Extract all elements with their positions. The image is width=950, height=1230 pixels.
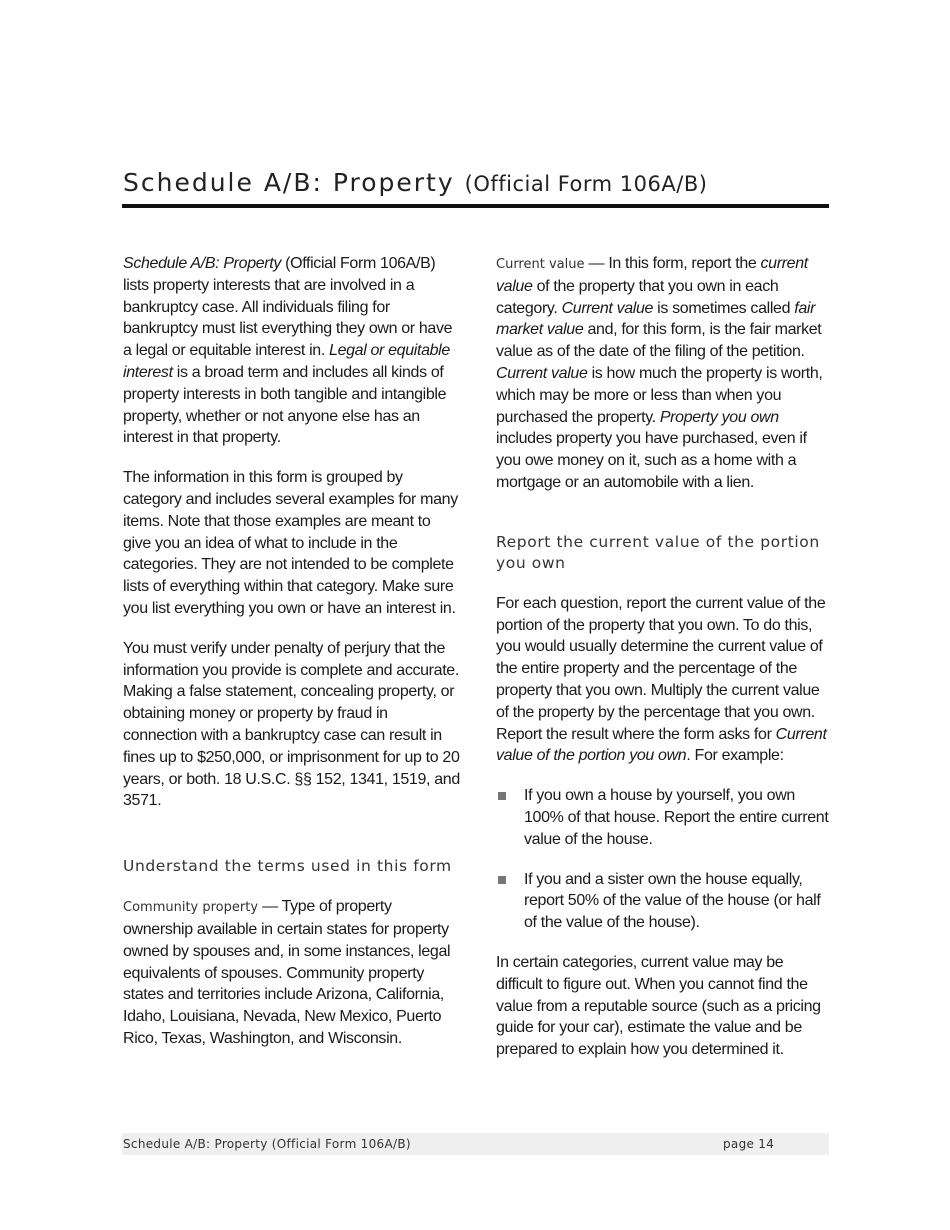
intro-text: (Official Form 106A/B) lists property interests that are involved in a bankruptcy case. All individuals filing for bankruptcy must list everything they own or have a legal or equitable interest in.: [123, 255, 453, 360]
page-title: [123, 168, 829, 197]
definition-italic: current value: [496, 255, 808, 295]
definition-dash: —: [584, 255, 609, 272]
intro-paragraph: [123, 253, 461, 449]
community-property-text: Type of property ownership available in certain states for property owned by spouses and, in some instances, legal equivalents of spouses. Community property states and territories include Arizona, California, Idaho, Louisiana, Nevada, New Mexico, Puerto Rico, Texas, Washington, and Wisconsin.: [123, 898, 451, 1047]
left-column: [123, 253, 461, 1068]
definition-dash: —: [258, 898, 282, 916]
definition-italic: fair market value: [496, 299, 816, 339]
footer-title: Schedule A/B: Property (Official Form 106A/B): [123, 1137, 411, 1151]
report-paragraph: [496, 593, 833, 767]
current-value-term: Current value: [496, 257, 585, 272]
right-column: [496, 253, 833, 1079]
square-bullet-icon: [498, 876, 506, 884]
example-list: [496, 785, 833, 934]
perjury-paragraph: You must verify under penalty of perjury that the information you provide is complete and accurate. Making a false statement, concealing property, or obtaining money or property by fraud in connection with a bankruptcy case can result in fines up to $250,000, or imprisonment for up to 20 years, or both. 18 U.S.C. §§ 152, 1341, 1519, and 3571.: [123, 639, 460, 810]
terms-heading: Understand the terms used in this form: [123, 857, 452, 876]
form-number: (Official Form 106A/B): [464, 172, 708, 196]
page-footer: [122, 1133, 829, 1155]
estimate-paragraph: In certain categories, current value may be difficult to figure out. When you cannot find the value from a reputable source (such as a pricing guide for your car), estimate the value and be prepared to explain how you determined it.: [496, 953, 821, 1059]
grouping-paragraph: The information in this form is grouped by category and includes several examples for many items. Note that those examples are meant to give you an idea of what to include in the categories. They are not intended to be complete lists of everything within that category. Make sure you list everything you own or have an interest in.: [123, 469, 458, 617]
community-property-term: Community property: [123, 900, 259, 916]
title-rule: [122, 204, 829, 208]
square-bullet-icon: [498, 792, 506, 800]
definition-text: of the property that you own in each category.: [496, 277, 779, 317]
definition-text: and, for this form, is the fair market value as of the date of the filing of the petition.: [496, 321, 822, 361]
page-number: page 14: [723, 1137, 775, 1151]
current-value-definition: [496, 253, 833, 494]
definition-italic: Property you own: [659, 408, 779, 426]
list-item-text: If you own a house by yourself, you own 100% of that house. Report the entire current value of the house.: [524, 787, 829, 848]
definition-text: includes property you have purchased, even if you owe money on it, such as a home with a mortgage or an automobile with a lien.: [496, 430, 807, 491]
report-text: For each question, report the current value of the portion of the property that you own. To do this, you would usually determine the current value of the entire property and the percentage of the property that you own. Multiply the current value of the property by the percentage that you own. Report the result where the form asks for: [496, 594, 826, 743]
community-property-definition: [123, 896, 461, 1050]
report-text-end: . For example:: [686, 747, 784, 765]
list-item: [496, 785, 833, 850]
definition-italic: Current value: [561, 299, 654, 317]
intro-term: Legal or equitable interest: [123, 342, 450, 381]
definition-text: is sometimes called: [653, 299, 795, 317]
report-italic: Current value of the portion you own: [496, 725, 827, 765]
list-item-text: If you and a sister own the house equally, report 50% of the value of the house (or half of the value of the house).: [524, 870, 821, 932]
list-item: [496, 869, 833, 934]
form-title: Schedule A/B: Property: [123, 168, 455, 197]
definition-text: is how much the property is worth, which may be more or less than when you purchased the property.: [496, 364, 823, 426]
definition-text: In this form, report the: [608, 255, 761, 272]
intro-form-name: Schedule A/B: Property: [123, 255, 282, 272]
report-heading: Report the current value of the portion you own: [496, 532, 820, 572]
definition-italic: Current value: [496, 364, 588, 382]
intro-text-rest: is a broad term and includes all kinds of property interests in both tangible and intangible property, whether or not anyone else has an interest in that property.: [123, 363, 447, 447]
